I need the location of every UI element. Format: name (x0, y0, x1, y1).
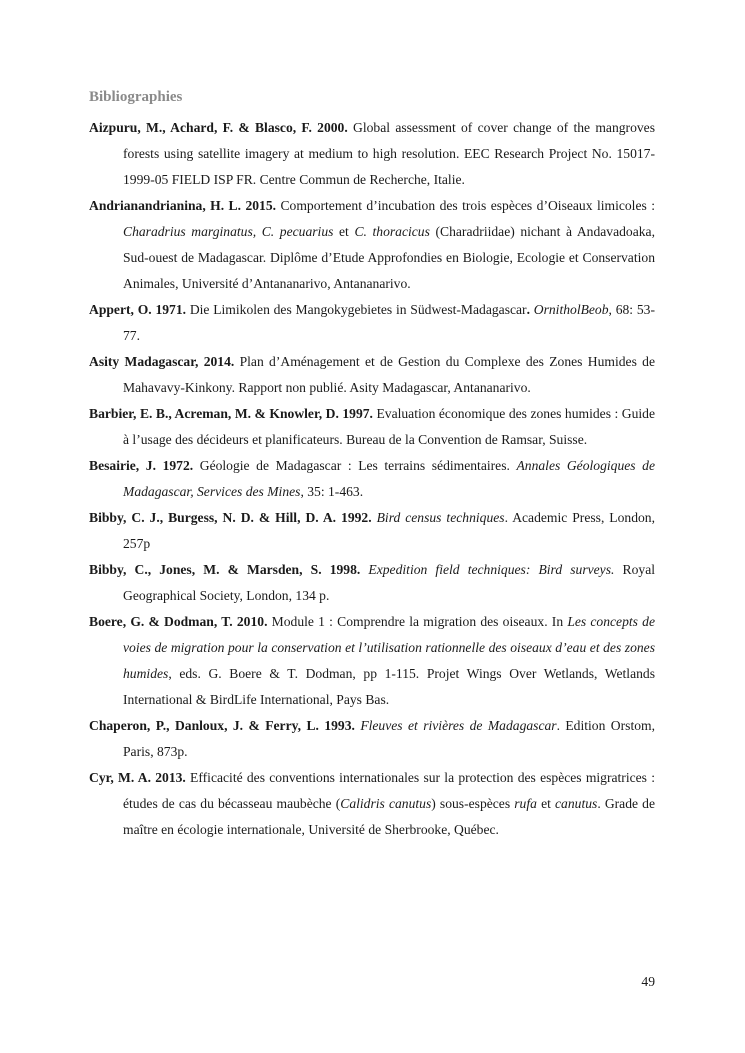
reference-author: Bibby, C. J., Burgess, N. D. & Hill, D. A. 1992. (89, 510, 372, 525)
reference-text: Plan d’Aménagement et de Gestion du Complexe des Zones Humides de Mahavavy-Kinkony. Rapport non publié. Asity Madagascar, Antananarivo. (123, 354, 655, 395)
reference-asity-2014 (89, 349, 655, 401)
reference-list (89, 115, 655, 843)
reference-besairie-1972 (89, 453, 655, 505)
reference-text: et (333, 224, 355, 239)
reference-bibby-1992 (89, 505, 655, 557)
reference-text: , 35: 1-463. (300, 484, 364, 499)
page-number: 49 (641, 974, 655, 989)
reference-boere-2010 (89, 609, 655, 713)
reference-text: , 68: 53-77. (123, 302, 655, 343)
reference-text: Die Limikolen des Mangokygebietes in Südwest-Madagascar (186, 302, 527, 317)
reference-author: Besairie, J. 1972. (89, 458, 194, 473)
reference-title: Bird census techniques (376, 510, 505, 525)
reference-text: . Academic Press, London, 257p (123, 510, 655, 551)
reference-chaperon-1993 (89, 713, 655, 765)
reference-text: Comportement d’incubation des trois espèces d’Oiseaux limicoles : (276, 198, 655, 213)
reference-text: , eds. G. Boere & T. Dodman, pp 1-115. Projet Wings Over Wetlands, Wetlands International & BirdLife International, Pays Bas. (123, 666, 655, 707)
reference-aizpuru-2000 (89, 115, 655, 193)
reference-text: Royal Geographical Society, London, 134 p. (123, 562, 656, 603)
reference-text: et (536, 796, 556, 811)
reference-text: Géologie de Madagascar : Les terrains sédimentaires. (193, 458, 517, 473)
reference-text: . Grade de maître en écologie internationale, Université de Sherbrooke, Québec. (123, 796, 656, 837)
reference-journal: OrnitholBeob (533, 302, 609, 317)
reference-title: Fleuves et rivières de Madagascar (360, 718, 557, 733)
reference-author: Bibby, C., Jones, M. & Marsden, S. 1998. (89, 562, 361, 577)
reference-cyr-2013 (89, 765, 655, 843)
reference-author: Appert, O. 1971. (89, 302, 187, 317)
reference-barbier-1997 (89, 401, 655, 453)
reference-author: Cyr, M. A. 2013. (89, 770, 186, 785)
reference-author: Asity Madagascar, 2014. (89, 354, 235, 369)
reference-author: Chaperon, P., Danloux, J. & Ferry, L. 1993. (89, 718, 355, 733)
reference-italic: canutus (555, 796, 598, 811)
reference-title: Expedition field techniques: Bird surveys. (368, 562, 615, 577)
reference-appert-1971 (89, 297, 655, 349)
reference-journal: Annales Géologiques de Madagascar, Services des Mines (123, 458, 655, 499)
reference-italic: C. thoracicus (354, 224, 430, 239)
reference-text: Efficacité des conventions internationales sur la protection des espèces migratrices : études de cas du bécasseau maubèche ( (123, 770, 655, 811)
reference-italic: Charadrius marginatus, C. pecuarius (123, 224, 334, 239)
reference-italic: Calidris canutus (340, 796, 432, 811)
reference-bold-period: . (526, 302, 530, 317)
section-heading: Bibliographies (89, 89, 183, 105)
reference-text: ) sous-espèces (431, 796, 515, 811)
reference-text: Evaluation économique des zones humides : Guide à l’usage des décideurs et planificateurs. Bureau de la Convention de Ramsar, Suisse. (123, 406, 655, 447)
reference-text: (Charadriidae) nichant à Andavadoaka, Sud-ouest de Madagascar. Diplôme d’Etude Approfondies en Biologie, Ecologie et Conservation Animales, Université d’Antananarivo, Antananarivo. (123, 224, 655, 291)
reference-author: Andrianandrianina, H. L. 2015. (89, 198, 277, 213)
reference-title: Les concepts de voies de migration pour la conservation et l’utilisation rationnelle des oiseaux d’eau et des zones humides (123, 614, 655, 681)
reference-bibby-1998 (89, 557, 655, 609)
reference-text: Global assessment of cover change of the mangroves forests using satellite imagery at medium to high resolution. EEC Research Project No. 15017-1999-05 FIELD ISP FR. Centre Commun de Recherche, Italie. (123, 120, 655, 187)
reference-italic: rufa (514, 796, 537, 811)
reference-andrianandrianina-2015 (89, 193, 655, 297)
reference-text: . Edition Orstom, Paris, 873p. (123, 718, 655, 759)
reference-author: Aizpuru, M., Achard, F. & Blasco, F. 2000. (89, 120, 348, 135)
reference-author: Barbier, E. B., Acreman, M. & Knowler, D. 1997. (89, 406, 373, 421)
reference-text: Module 1 : Comprendre la migration des oiseaux. In (267, 614, 568, 629)
reference-author: Boere, G. & Dodman, T. 2010. (89, 614, 268, 629)
